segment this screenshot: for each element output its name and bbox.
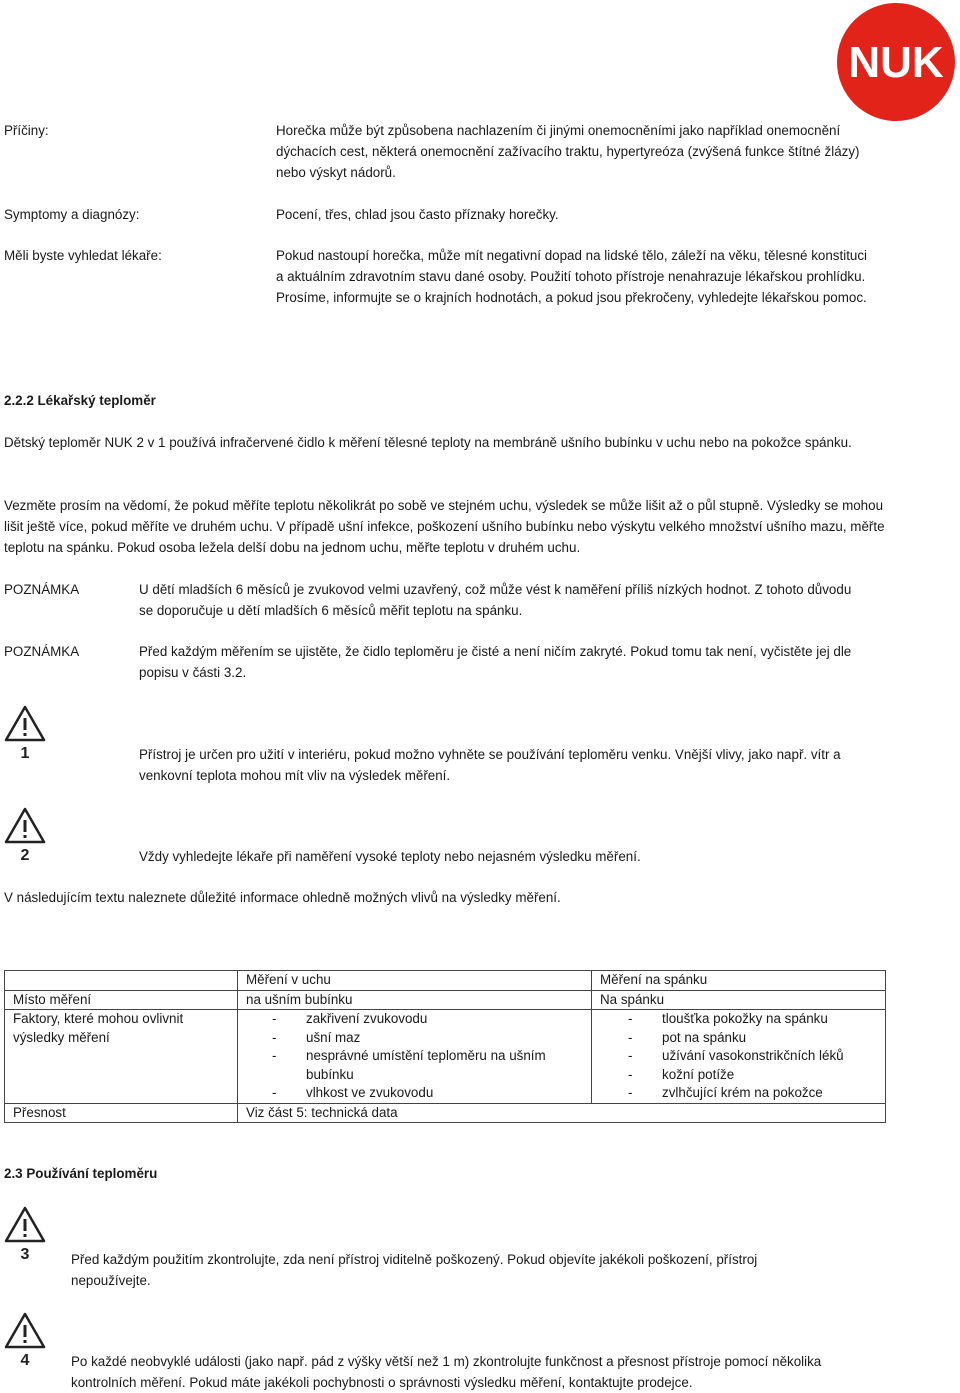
table-header-cell: Měření na spánku bbox=[592, 971, 886, 991]
warning-icon bbox=[4, 704, 46, 760]
list-item: - vlhkost ve zvukovodu bbox=[246, 1084, 583, 1103]
note-label: POZNÁMKA bbox=[4, 582, 80, 597]
section-heading: 2.2.2 Lékařský teploměr bbox=[4, 393, 156, 408]
symptoms-text: Pocení, třes, chlad jsou často příznaky horečky. bbox=[276, 207, 559, 222]
list-item: - nesprávné umístění teploměru na ušním bubínku bbox=[246, 1047, 583, 1084]
table-row-label: Faktory, které mohou ovlivnit výsledky měření bbox=[5, 1010, 238, 1104]
table-row bbox=[5, 1103, 886, 1123]
table-header-cell: Měření v uchu bbox=[238, 971, 592, 991]
nuk-logo bbox=[836, 2, 956, 122]
factor-list bbox=[246, 1010, 583, 1103]
table-cell: Na spánku bbox=[592, 990, 886, 1010]
table-cell bbox=[238, 1010, 592, 1104]
table-row bbox=[5, 1010, 886, 1104]
list-item: - zakřivení zvukovodu bbox=[246, 1010, 583, 1029]
list-item: - užívání vasokonstrikčních léků bbox=[600, 1047, 877, 1066]
factor-list bbox=[600, 1010, 877, 1103]
doctor-text: Pokud nastoupí horečka, může mít negativní dopad na lidské tělo, záleží na věku, tělesné konstituci a aktuálním zdravotním stavu dané osoby. Použití tohoto přístroje nenahrazuje lékařskou prohlídku. Prosíme, informujte se o krajních hodnotách, a pokud jsou překročeny, vyhledejte lékařskou pomoc. bbox=[276, 248, 868, 305]
warning-icon bbox=[4, 1205, 46, 1261]
table-cell bbox=[592, 1010, 886, 1104]
warning-number: 2 bbox=[20, 847, 30, 862]
warning-icon bbox=[4, 1311, 46, 1367]
doctor-label: Měli byste vyhledat lékaře: bbox=[4, 248, 162, 263]
list-item: - ušní maz bbox=[246, 1029, 583, 1048]
table-row-label: Přesnost bbox=[5, 1103, 238, 1123]
warning-text: Vždy vyhledejte lékaře při naměření vysoké teploty nebo nejasném výsledku měření. bbox=[139, 849, 641, 864]
list-item: - zvlhčující krém na pokožce bbox=[600, 1084, 877, 1103]
paragraph: Vezměte prosím na vědomí, že pokud měříte teplotu několikrát po sobě ve stejném uchu, výsledek se může lišit až o půl stupně. Výsledky se mohou lišit ještě více, pokud měříte ve druhém uchu. V případě ušní infekce, poškození ušního bubínku nebo výskytu velkého množství ušního mazu, měřte teplotu na spánku. Pokud osoba ležela delší dobu na jednom uchu, měřte teplotu v druhém uchu. bbox=[4, 498, 885, 555]
list-item: - kožní potíže bbox=[600, 1066, 877, 1085]
causes-text: Horečka může být způsobena nachlazením či jinými onemocněními jako například onemocnění dýchacích cest, některá onemocnění zažívacího traktu, hypertyreóza (zvýšená funkce štítné žlázy) nebo výskyt nádorů. bbox=[276, 123, 860, 180]
table-cell bbox=[5, 971, 238, 991]
table-row bbox=[5, 971, 886, 991]
list-item: - pot na spánku bbox=[600, 1029, 877, 1048]
measurement-table bbox=[4, 970, 886, 1123]
table-row-label: Místo měření bbox=[5, 990, 238, 1010]
logo-text: NUK bbox=[848, 38, 944, 87]
table-cell: na ušním bubínku bbox=[238, 990, 592, 1010]
causes-label: Příčiny: bbox=[4, 123, 49, 138]
symptoms-label: Symptomy a diagnózy: bbox=[4, 207, 140, 222]
note-label: POZNÁMKA bbox=[4, 644, 80, 659]
warning-number: 3 bbox=[20, 1246, 30, 1261]
section-heading: 2.3 Používání teploměru bbox=[4, 1166, 158, 1181]
note-text: Před každým měřením se ujistěte, že čidlo teploměru je čisté a není ničím zakryté. Pokud tomu tak není, vyčistěte jej dle popisu v části 3.2. bbox=[139, 644, 852, 680]
table-cell: Viz část 5: technická data bbox=[238, 1103, 886, 1123]
list-item: - tloušťka pokožky na spánku bbox=[600, 1010, 877, 1029]
warning-text: Před každým použitím zkontrolujte, zda není přístroj viditelně poškozený. Pokud objevíte jakékoli poškození, přístroj nepoužívejte. bbox=[71, 1252, 758, 1288]
warning-icon bbox=[4, 806, 46, 862]
table-intro: V následujícím textu naleznete důležité informace ohledně možných vlivů na výsledky měření. bbox=[4, 890, 561, 905]
warning-number: 4 bbox=[20, 1352, 30, 1367]
note-text: U dětí mladších 6 měsíců je zvukovod velmi uzavřený, což může vést k naměření příliš nízkých hodnot. Z tohoto důvodu se doporučuje u dětí mladších 6 měsíců měřit teplotu na spánku. bbox=[139, 582, 852, 618]
warning-text: Přístroj je určen pro užití v interiéru, pokud možno vyhněte se používání teploměru venku. Vnější vlivy, jako např. vítr a venkovní teplota mohou mít vliv na výsledek měření. bbox=[139, 747, 841, 783]
table-row bbox=[5, 990, 886, 1010]
warning-text: Po každé neobvyklé události (jako např. pád z výšky větší než 1 m) zkontrolujte funkčnost a přesnost přístroje pomocí několika kontrolních měření. Pokud máte jakékoli pochybnosti o správnosti výsledku měření, kontaktujte prodejce. bbox=[71, 1354, 822, 1390]
paragraph: Dětský teploměr NUK 2 v 1 používá infračervené čidlo k měření tělesné teploty na membráně ušního bubínku v uchu nebo na pokožce spánku. bbox=[4, 435, 852, 450]
warning-number: 1 bbox=[20, 745, 30, 760]
